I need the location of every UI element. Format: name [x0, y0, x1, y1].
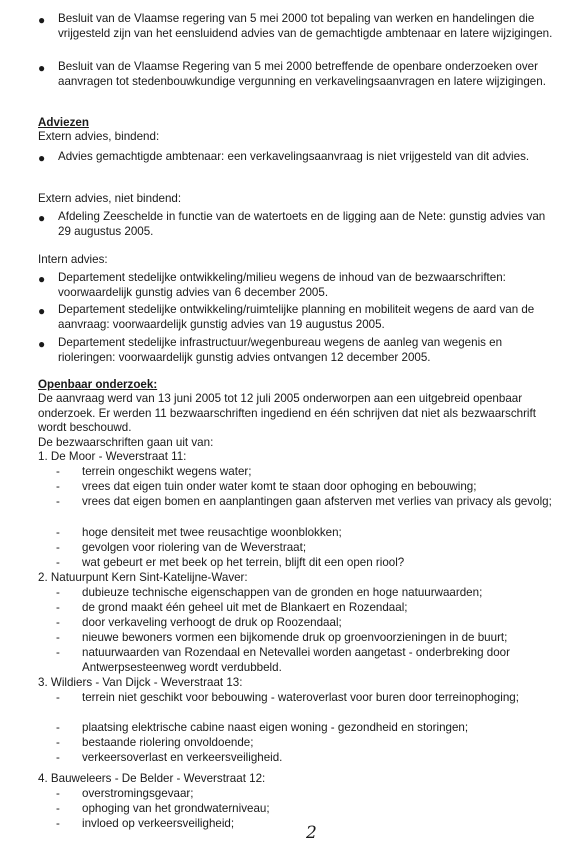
group-title: 2. Natuurpunt Kern Sint-Katelijne-Waver: — [38, 571, 248, 584]
item-text: nieuwe bewoners vormen een bijkomende druk op groenvoorzieningen in de buurt; — [82, 631, 508, 644]
item-text: de grond maakt één geheel uit met de Blankaert en Rozendaal; — [82, 601, 408, 614]
dash-icon: - — [56, 817, 60, 830]
page-number: 2 — [306, 823, 317, 843]
dash-icon: - — [56, 751, 60, 764]
item-text: vrees dat eigen tuin onder water komt te staan door ophoging en bebouwing; — [82, 480, 477, 493]
bullet-text: Advies gemachtigde ambtenaar: een verkavelingsaanvraag is niet vrijgesteld van dit advies. — [58, 150, 530, 163]
item-text: terrein niet geschikt voor bebouwing - wateroverlast voor buren door terreinophoging; — [82, 691, 519, 704]
item-text: natuurwaarden van Rozendaal en Netevallei worden aangetast - onderbreking door Antwerpsesteenweg wordt verdubbeld. — [82, 646, 510, 674]
item-text: hoge densiteit met twee reusachtige woonblokken; — [82, 526, 342, 539]
dash-icon: - — [56, 541, 60, 554]
bullet-text: Besluit van de Vlaamse regering van 5 mei 2000 tot bepaling van werken en handelingen die vrijgesteld zijn van het eensluidend advies van de gemachtigde ambtenaar en latere wijzigingen. — [58, 12, 553, 40]
bullet-text: Besluit van de Vlaamse Regering van 5 mei 2000 betreffende de openbare onderzoeken over aanvragen tot stedenbouwkundige vergunning en verkavelingsaanvragen en latere wijzigingen. — [58, 60, 546, 88]
item-text: dubieuze technische eigenschappen van de gronden en hoge natuurwaarden; — [82, 586, 483, 599]
bullet-icon: ● — [38, 304, 46, 318]
bullet-text: Departement stedelijke infrastructuur/wegenbureau wegens de aanleg van wegenis en rioleringen: voorwaardelijk gunstig advies ontvangen 12 december 2005. — [58, 336, 503, 364]
item-text: door verkaveling verhoogt de druk op Roozendaal; — [82, 616, 342, 629]
bullet-icon: ● — [38, 13, 46, 27]
dash-icon: - — [56, 721, 60, 734]
group-title: 3. Wildiers - Van Dijck - Weverstraat 13: — [38, 676, 243, 689]
group-title: 4. Bauweleers - De Belder - Weverstraat 12: — [38, 772, 266, 785]
dash-icon: - — [56, 631, 60, 644]
item-text: terrein ongeschikt wegens water; — [82, 465, 252, 478]
dash-icon: - — [56, 480, 60, 493]
dash-icon: - — [56, 646, 60, 659]
dash-icon: - — [56, 787, 60, 800]
dash-icon: - — [56, 736, 60, 749]
section-heading-adviezen: Adviezen — [38, 116, 89, 129]
bullet-icon: ● — [38, 61, 46, 75]
item-text: ophoging van het grondwaterniveau; — [82, 802, 270, 815]
bullet-icon: ● — [38, 272, 46, 286]
bullet-text: Departement stedelijke ontwikkeling/ruimtelijke planning en mobiliteit wegens de aard van de aanvraag: voorwaardelijk gunstig advies van 19 augustus 2005. — [58, 303, 535, 331]
bullet-icon: ● — [38, 211, 46, 225]
item-text: overstromingsgevaar; — [82, 787, 194, 800]
paragraph-intro: De aanvraag werd van 13 juni 2005 tot 12 juli 2005 onderworpen aan een uitgebreid openbaar onderzoek. Er werden 11 bezwaarschriften ingediend en één schrijven dat niet als bezwaarschrift wordt beschouwd. — [38, 392, 536, 435]
item-text: invloed op verkeersveiligheid; — [82, 817, 235, 830]
bullet-icon: ● — [38, 337, 46, 351]
item-text: plaatsing elektrische cabine naast eigen woning - gezondheid en storingen; — [82, 721, 469, 734]
bullet-icon: ● — [38, 151, 46, 165]
item-text: gevolgen voor riolering van de Weverstraat; — [82, 541, 307, 554]
dash-icon: - — [56, 465, 60, 478]
section-heading-openbaar-onderzoek: Openbaar onderzoek: — [38, 378, 158, 391]
item-text: bestaande riolering onvoldoende; — [82, 736, 254, 749]
dash-icon: - — [56, 691, 60, 704]
bullet-text: Afdeling Zeeschelde in functie van de watertoets en de ligging aan de Nete: gunstig advies van 29 augustus 2005. — [58, 210, 546, 238]
dash-icon: - — [56, 556, 60, 569]
item-text: verkeersoverlast en verkeersveiligheid. — [82, 751, 283, 764]
subheading-intern: Intern advies: — [38, 253, 108, 266]
group-title: 1. De Moor - Weverstraat 11: — [38, 450, 187, 463]
item-text: vrees dat eigen bomen en aanplantingen gaan afsterven met verlies van privacy als gevolg; — [82, 495, 552, 508]
dash-icon: - — [56, 601, 60, 614]
dash-icon: - — [56, 526, 60, 539]
bullet-text: Departement stedelijke ontwikkeling/milieu wegens de inhoud van de bezwaarschriften: voorwaardelijk gunstig advies van 6 december 2005. — [58, 271, 506, 299]
subheading-extern-bindend: Extern advies, bindend: — [38, 130, 160, 143]
dash-icon: - — [56, 802, 60, 815]
subheading-extern-niet-bindend: Extern advies, niet bindend: — [38, 192, 182, 205]
dash-icon: - — [56, 616, 60, 629]
item-text: wat gebeurt er met beek op het terrein, blijft dit een open riool? — [82, 556, 405, 569]
paragraph-lead: De bezwaarschriften gaan uit van: — [38, 436, 214, 449]
dash-icon: - — [56, 586, 60, 599]
dash-icon: - — [56, 495, 60, 508]
